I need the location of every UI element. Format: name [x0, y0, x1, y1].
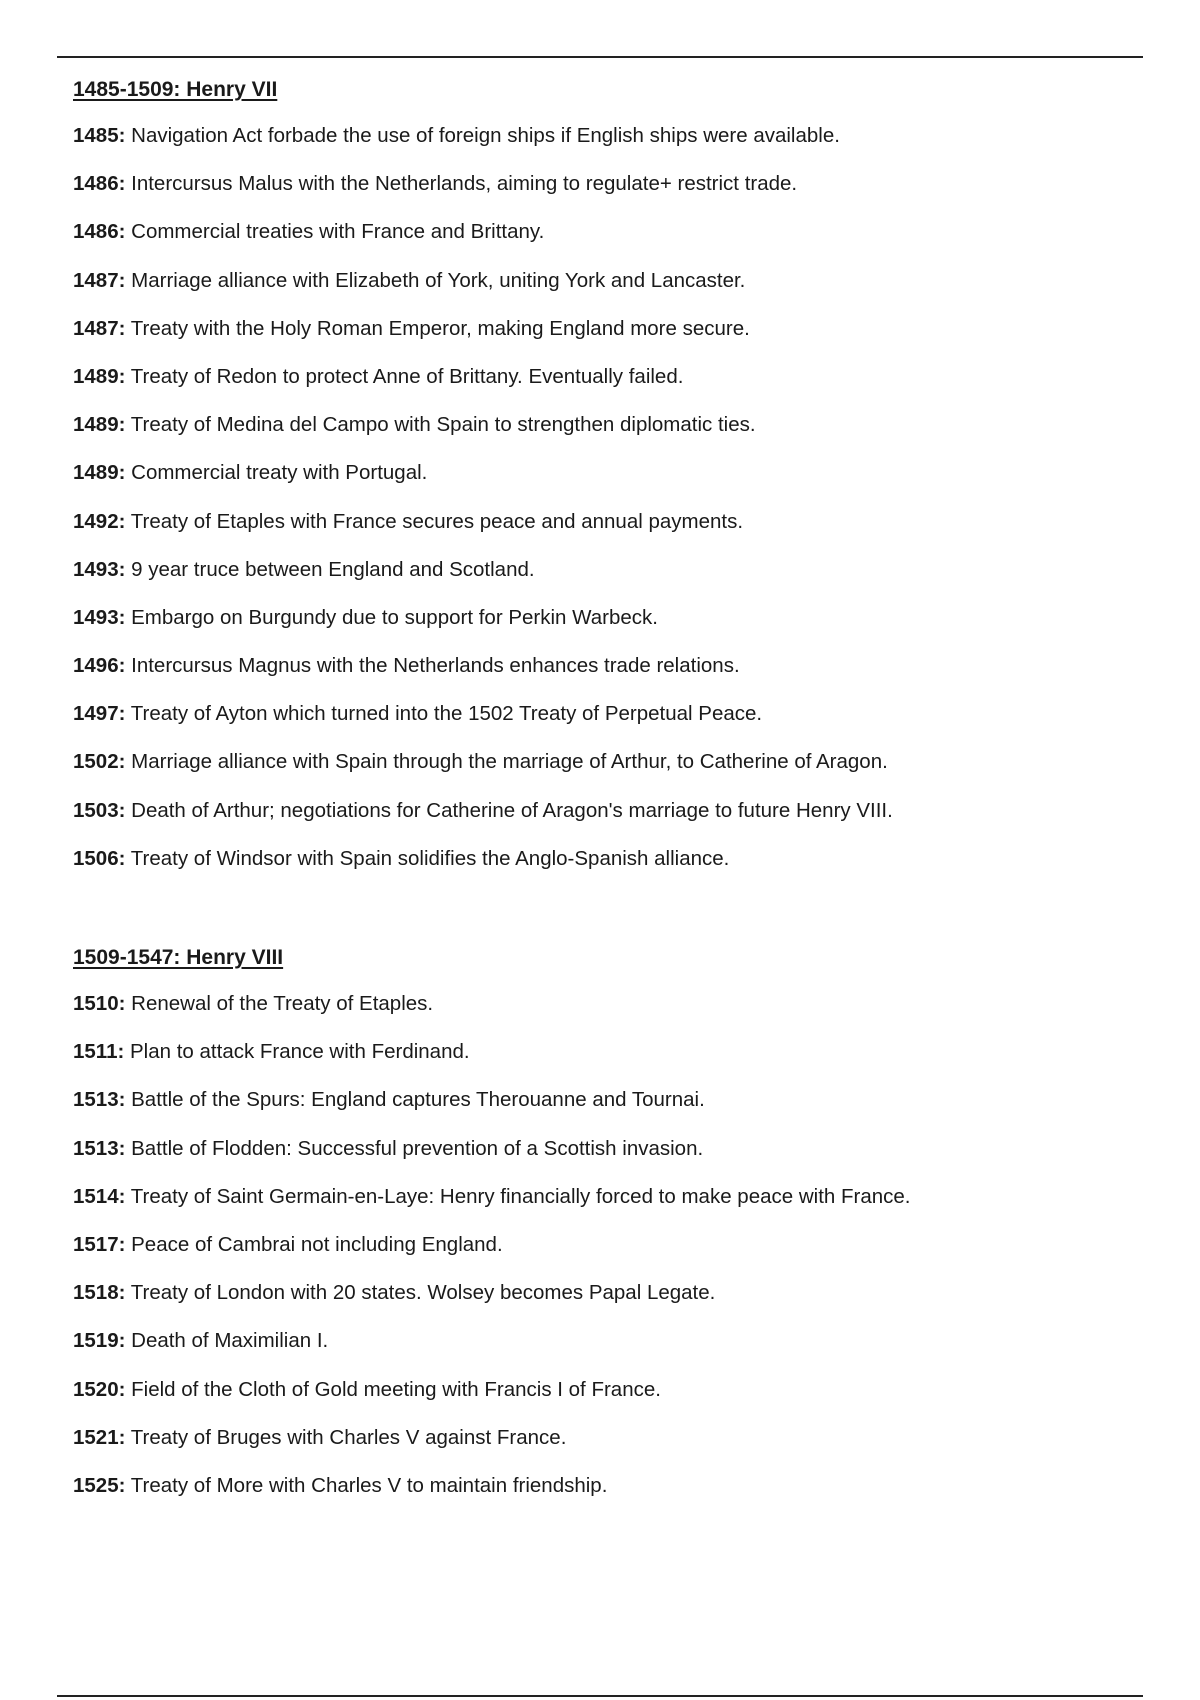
entry-year: 1497: — [73, 702, 126, 726]
entry-year: 1506: — [73, 846, 126, 870]
section-title: 1485-1509: Henry VII — [73, 78, 278, 101]
entry-text: Commercial treaty with Portugal. — [125, 461, 428, 485]
timeline-entry — [73, 557, 1133, 605]
header-rule — [57, 56, 1143, 58]
entry-year: 1487: — [73, 268, 126, 292]
timeline-entry — [73, 1473, 1133, 1521]
entry-text: Treaty of Saint Germain-en-Laye: Henry financially forced to make peace with France. — [125, 1184, 911, 1208]
timeline-entry — [73, 171, 1133, 219]
timeline-entry — [73, 798, 1133, 846]
entry-year: 1503: — [73, 798, 126, 822]
timeline-entry — [73, 991, 1133, 1039]
entry-year: 1518: — [73, 1281, 126, 1305]
entry-text: Treaty of Redon to protect Anne of Brittany. Eventually failed. — [125, 364, 684, 388]
timeline-entry — [73, 1184, 1133, 1232]
timeline-entry — [73, 605, 1133, 653]
entry-year: 1485: — [73, 124, 126, 147]
entry-year: 1493: — [73, 557, 126, 581]
entry-text: Navigation Act forbade the use of foreign ships if English ships were available. — [125, 124, 840, 147]
timeline-entry — [73, 268, 1133, 316]
entry-text: Commercial treaties with France and Brittany. — [125, 220, 545, 244]
section-title: 1509-1547: Henry VIII — [73, 946, 284, 969]
timeline-entry — [73, 1425, 1133, 1473]
entry-year: 1487: — [73, 316, 126, 340]
entry-text: Intercursus Magnus with the Netherlands enhances trade relations. — [125, 654, 740, 678]
entry-year: 1496: — [73, 654, 126, 678]
entry-year: 1513: — [73, 1088, 126, 1112]
entry-text: Treaty of More with Charles V to maintain friendship. — [125, 1473, 608, 1497]
timeline-entry — [73, 1280, 1133, 1328]
timeline-entry — [73, 1087, 1133, 1135]
timeline-entry — [73, 1328, 1133, 1376]
entry-text: Marriage alliance with Spain through the marriage of Arthur, to Catherine of Aragon. — [125, 750, 888, 774]
timeline-entry — [73, 1232, 1133, 1280]
entry-year: 1502: — [73, 750, 126, 774]
entry-year: 1489: — [73, 364, 126, 388]
timeline-entry — [73, 749, 1133, 797]
entry-year: 1511: — [73, 1040, 125, 1064]
entry-year: 1510: — [73, 992, 126, 1015]
entry-year: 1519: — [73, 1329, 126, 1353]
entry-text: Battle of the Spurs: England captures Therouanne and Tournai. — [125, 1088, 705, 1112]
entry-year: 1489: — [73, 461, 126, 485]
timeline-entry — [73, 219, 1133, 267]
entry-text: Embargo on Burgundy due to support for Perkin Warbeck. — [125, 605, 658, 629]
timeline-entry — [73, 123, 1133, 171]
timeline-entry — [73, 701, 1133, 749]
entry-text: Intercursus Malus with the Netherlands, aiming to regulate+ restrict trade. — [125, 172, 798, 196]
footer-rule — [57, 1695, 1143, 1697]
entry-year: 1525: — [73, 1473, 126, 1497]
entry-text: Death of Arthur; negotiations for Catherine of Aragon's marriage to future Henry VIII. — [125, 798, 893, 822]
timeline-entry — [73, 460, 1133, 508]
entry-year: 1517: — [73, 1232, 126, 1256]
entry-year: 1486: — [73, 172, 126, 196]
entry-text: Battle of Flodden: Successful prevention of a Scottish invasion. — [125, 1136, 704, 1160]
entry-year: 1521: — [73, 1425, 126, 1449]
entry-year: 1492: — [73, 509, 126, 533]
timeline-list — [73, 123, 1133, 894]
entry-year: 1486: — [73, 220, 126, 244]
entry-year: 1513: — [73, 1136, 126, 1160]
entry-text: Treaty of Bruges with Charles V against France. — [125, 1425, 567, 1449]
entry-year: 1520: — [73, 1377, 126, 1401]
timeline-list — [73, 991, 1133, 1521]
entry-text: Treaty of London with 20 states. Wolsey becomes Papal Legate. — [125, 1281, 716, 1305]
entry-text: Treaty of Ayton which turned into the 1502 Treaty of Perpetual Peace. — [125, 702, 763, 726]
entry-text: Renewal of the Treaty of Etaples. — [125, 992, 434, 1015]
timeline-entry — [73, 1377, 1133, 1425]
entry-text: Treaty of Etaples with France secures peace and annual payments. — [125, 509, 744, 533]
entry-text: Field of the Cloth of Gold meeting with Francis I of France. — [125, 1377, 661, 1401]
entry-text: Treaty with the Holy Roman Emperor, making England more secure. — [125, 316, 750, 340]
timeline-entry — [73, 653, 1133, 701]
timeline-entry — [73, 412, 1133, 460]
timeline-entry — [73, 1039, 1133, 1087]
entry-text: Peace of Cambrai not including England. — [125, 1232, 503, 1256]
entry-text: Marriage alliance with Elizabeth of York, uniting York and Lancaster. — [125, 268, 746, 292]
section-henry-viii — [73, 943, 1133, 1521]
entry-text: Treaty of Medina del Campo with Spain to strengthen diplomatic ties. — [125, 413, 756, 437]
timeline-entry — [73, 509, 1133, 557]
timeline-entry — [73, 364, 1133, 412]
entry-text: 9 year truce between England and Scotland. — [125, 557, 535, 581]
section-henry-vii — [73, 75, 1133, 894]
timeline-entry — [73, 1136, 1133, 1184]
timeline-entry — [73, 846, 1133, 894]
entry-year: 1514: — [73, 1184, 126, 1208]
timeline-entry — [73, 316, 1133, 364]
entry-text: Treaty of Windsor with Spain solidifies the Anglo-Spanish alliance. — [125, 846, 730, 870]
entry-year: 1493: — [73, 605, 126, 629]
entry-text: Death of Maximilian I. — [125, 1329, 329, 1353]
entry-year: 1489: — [73, 413, 126, 437]
entry-text: Plan to attack France with Ferdinand. — [124, 1040, 470, 1064]
